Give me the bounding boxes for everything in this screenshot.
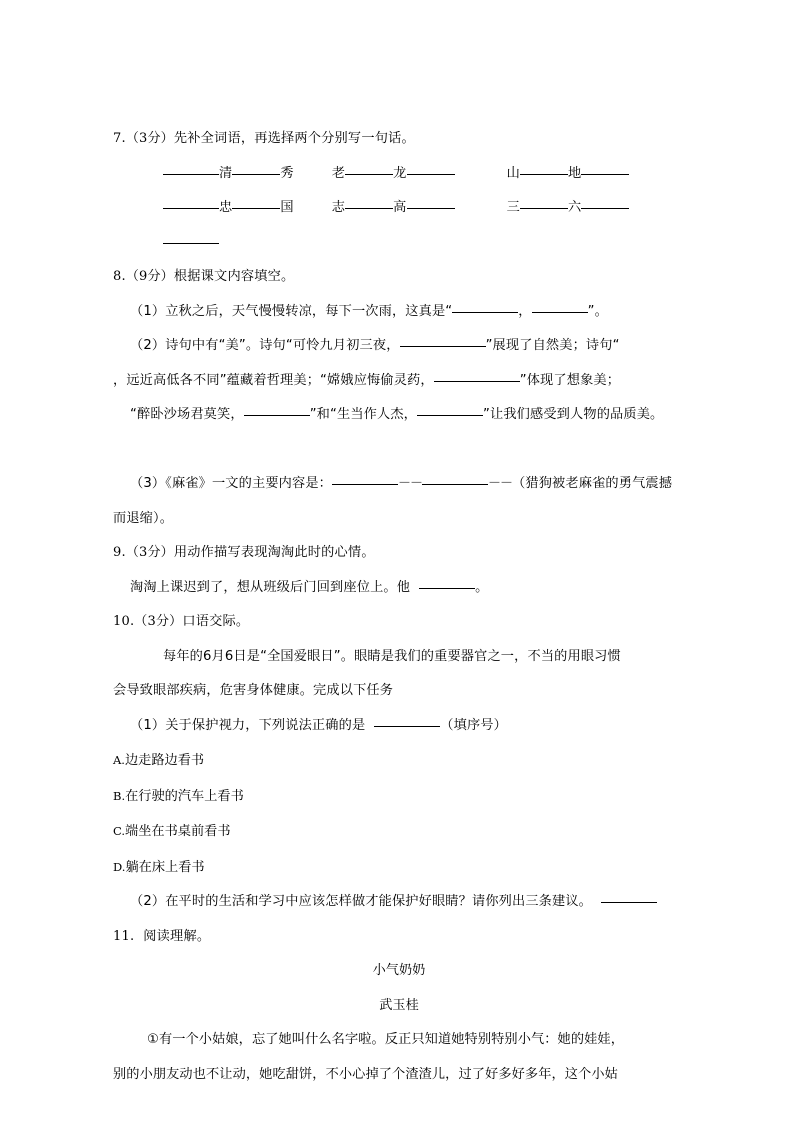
- question-11-heading: [113, 920, 685, 955]
- blank-q8-1-1[interactable]: [452, 299, 518, 313]
- question-7-answer-row: [113, 226, 685, 261]
- question-10-heading: [113, 605, 685, 640]
- blank-q7-r1-2[interactable]: [232, 161, 280, 175]
- option-d-letter: D.: [113, 859, 126, 874]
- passage-title: 小气奶奶: [372, 963, 426, 978]
- q8-item1-text-b: ，: [518, 303, 532, 319]
- question-10-number: 10.: [113, 614, 135, 629]
- blank-spacer: [113, 433, 685, 468]
- question-11-number: 11.: [113, 928, 135, 944]
- q8-item2-line1-a: 诗句中有“美”。诗句“可怜九月初三夜，: [165, 338, 400, 353]
- question-7-prompt: 先补全词语，再选择两个分别写一句话。: [173, 131, 415, 146]
- q8-item3-line2: 而退缩）。: [113, 510, 174, 526]
- blank-q8-3-1[interactable]: [332, 471, 398, 485]
- question-9-prompt: 用动作描写表现淘淘此时的心情。: [173, 545, 375, 560]
- blank-q7-answer[interactable]: [163, 230, 219, 244]
- question-9-points: （3分）: [125, 545, 174, 560]
- q7-r1-char-c: 老: [331, 165, 346, 181]
- question-9-heading: [113, 536, 685, 571]
- q10-sub1-text-a: 关于保护视力，下列说法正确的是: [165, 717, 366, 733]
- question-7-word-row-2: [113, 191, 685, 226]
- question-7-number: 7.: [113, 131, 126, 146]
- option-d-text: 躺在床上看书: [125, 859, 205, 875]
- question-10-option-d[interactable]: [113, 850, 685, 886]
- q7-r2-char-d: 高: [393, 200, 407, 215]
- question-11-prompt: 阅读理解。: [143, 928, 211, 944]
- blank-q7-r1-5[interactable]: [520, 161, 568, 175]
- q10-intro-line1: 每年的6月6日是“全国爱眼日”。眼睛是我们的重要器官之一，不当的用眼习惯: [163, 648, 621, 664]
- q8-item1-text-a: 立秋之后，天气慢慢转凉，每下一次雨，这真是“: [165, 303, 453, 319]
- q10-sub2-label: （2）: [130, 894, 166, 909]
- q7-r2-char-b: 国: [280, 200, 294, 215]
- question-8-item-3-line-1: [113, 467, 685, 502]
- question-10-sub-2: [113, 885, 685, 920]
- blank-q7-r1-3[interactable]: [345, 161, 393, 175]
- blank-q8-2-2[interactable]: [434, 368, 520, 382]
- passage-author: 武玉桂: [379, 997, 419, 1013]
- blank-q9-1[interactable]: [419, 575, 475, 589]
- q8-item1-text-c: ”。: [587, 303, 608, 319]
- question-10-option-a[interactable]: [113, 743, 685, 779]
- blank-q7-r2-4[interactable]: [407, 195, 455, 209]
- q8-item2-line3-c: ”让我们感受到人物的品质美。: [483, 407, 664, 422]
- blank-q7-r2-3[interactable]: [345, 195, 393, 209]
- q7-r1-char-d: 龙: [393, 165, 407, 181]
- q8-item2-label: （2）: [130, 338, 166, 353]
- option-c-text: 端坐在书桌前看书: [125, 824, 231, 839]
- q7-r1-char-e: 山: [506, 165, 520, 181]
- passage-line-1: 有一个小姑娘，忘了她叫什么名字啦。反正只知道她特别特别小气：她的娃娃，: [158, 1032, 624, 1047]
- question-7-word-row-1: [113, 157, 685, 192]
- q8-item2-line3-a: “醉卧沙场君莫笑，: [130, 407, 244, 422]
- question-8-heading: [113, 260, 685, 295]
- question-10-option-b[interactable]: [113, 779, 685, 815]
- q10-sub1-text-b: （填序号）: [440, 717, 507, 733]
- q7-r2-char-f: 六: [567, 200, 582, 215]
- question-8-item-2-line-2: [113, 364, 685, 399]
- blank-q10-sub1[interactable]: [374, 713, 440, 727]
- q8-item1-label: （1）: [130, 303, 166, 319]
- q8-item2-line2-a: ，远近高低各不同”蕴藏着哲理美；“嫦娥应悔偷灵药，: [113, 372, 434, 388]
- blank-q8-1-2[interactable]: [532, 299, 588, 313]
- question-7-heading: [113, 122, 685, 157]
- blank-q7-r1-4[interactable]: [407, 161, 455, 175]
- question-9-number: 9.: [113, 545, 126, 560]
- question-10-sub-1: [113, 709, 685, 744]
- q8-item2-line1-b: ”展现了自然美；诗句“: [485, 338, 620, 353]
- question-9-body: [113, 571, 685, 606]
- question-10-option-c[interactable]: [113, 814, 685, 850]
- q8-item3-line1-b: （猎狗被老麻雀的勇气震撼: [512, 476, 673, 491]
- option-b-letter: B.: [113, 788, 126, 803]
- question-10-prompt: 口语交际。: [182, 614, 250, 629]
- question-8-number: 8.: [113, 269, 126, 284]
- question-8-points: （9分）: [125, 269, 174, 284]
- q8-item3-line1-a: 《麻雀》一文的主要内容是：: [165, 476, 333, 491]
- passage-paragraph-1-line-2: [113, 1058, 685, 1093]
- blank-q7-r2-1[interactable]: [163, 195, 219, 209]
- blank-q7-r2-6[interactable]: [581, 195, 629, 209]
- blank-q8-2-1[interactable]: [400, 333, 486, 347]
- blank-q7-r2-2[interactable]: [232, 195, 280, 209]
- q8-item3-dash-2: －－: [488, 476, 513, 491]
- q9-body-a: 淘淘上课迟到了，想从班级后门回到座位上。他: [130, 579, 411, 595]
- q7-r2-char-e: 三: [506, 200, 520, 215]
- q8-item2-line2-b: ”体现了想象美；: [519, 372, 621, 388]
- q10-intro-line2: 会导致眼部疾病，危害身体健康。完成以下任务: [113, 683, 394, 698]
- paragraph-marker: ①: [147, 1032, 159, 1047]
- question-8-item-2-line-3: [113, 398, 685, 433]
- blank-q7-r1-1[interactable]: [163, 161, 219, 175]
- question-7-points: （3分）: [125, 131, 174, 146]
- question-8-item-3-line-2: [113, 502, 685, 537]
- option-b-text: 在行驶的汽车上看书: [125, 788, 244, 804]
- blank-q8-3-2[interactable]: [422, 471, 488, 485]
- q9-body-b: 。: [475, 579, 489, 595]
- q7-r1-char-f: 地: [567, 165, 582, 181]
- option-a-letter: A.: [113, 753, 125, 767]
- q10-sub2-text: 在平时的生活和学习中应该怎样做才能保护好眼睛？请你列出三条建议。: [165, 894, 593, 909]
- q8-item3-label: （3）: [130, 476, 166, 491]
- q7-r1-char-b: 秀: [280, 165, 294, 181]
- question-8-item-1: [113, 295, 685, 330]
- passage-line-2: 别的小朋友动也不让动，她吃甜饼，不小心掉了个渣渣儿，过了好多好多年，这个小姑: [113, 1066, 618, 1082]
- q7-r1-char-a: 清: [219, 165, 233, 181]
- blank-q8-2-4[interactable]: [417, 402, 483, 416]
- blank-q10-sub2[interactable]: [601, 889, 657, 903]
- q10-sub1-label: （1）: [130, 717, 166, 733]
- question-10-intro-line-1: [113, 640, 685, 675]
- question-10-points: （3分）: [134, 614, 183, 629]
- option-c-letter: C.: [113, 824, 126, 838]
- option-a-text: 边走路边看书: [124, 753, 205, 768]
- exam-content: [113, 122, 685, 1092]
- blank-q7-r2-5[interactable]: [520, 195, 568, 209]
- question-8-prompt: 根据课文内容填空。: [173, 269, 295, 284]
- q8-item2-line3-b: ”和“生当作人杰，: [309, 407, 418, 422]
- q8-item3-dash-1: －－: [398, 476, 423, 491]
- q7-r2-char-c: 志: [331, 200, 346, 215]
- q7-r2-char-a: 忠: [219, 200, 233, 215]
- blank-q8-2-3[interactable]: [244, 402, 310, 416]
- blank-q7-r1-6[interactable]: [581, 161, 629, 175]
- question-10-intro-line-2: [113, 674, 685, 709]
- passage-paragraph-1-line-1: [113, 1023, 685, 1058]
- question-8-item-2-line-1: [113, 329, 685, 364]
